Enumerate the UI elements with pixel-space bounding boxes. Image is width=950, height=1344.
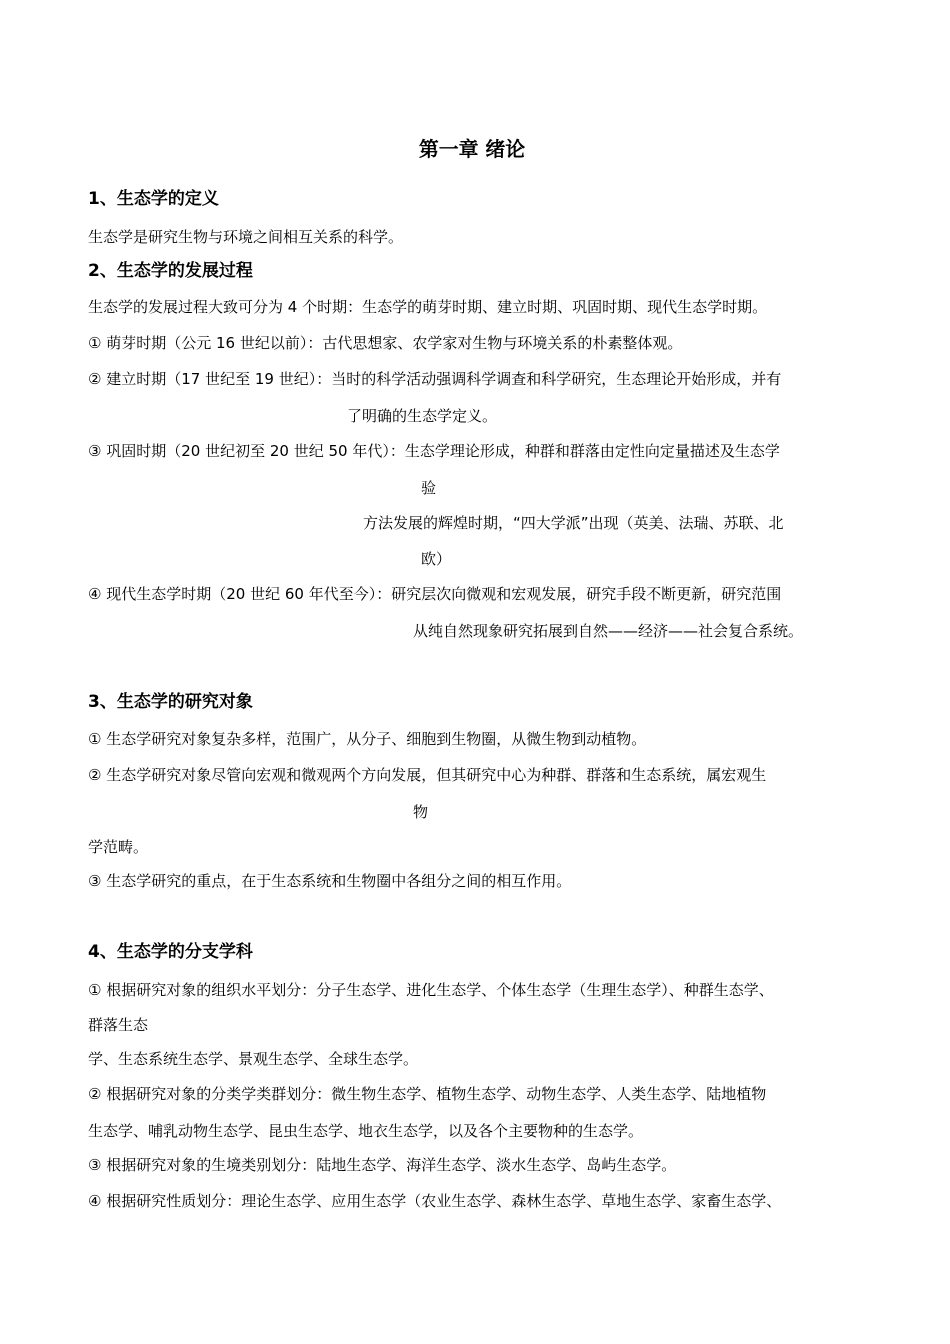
section-3-item-2-line-3: 学范畴。 [88, 838, 149, 856]
section-1-heading: 1、生态学的定义 [88, 189, 219, 209]
section-2-item-1: ① 萌芽时期（公元 16 世纪以前）：古代思想家、农学家对生物与环境关系的朴素整体观。 [88, 334, 683, 352]
section-4-item-1-line-2: 群落生态 [88, 1016, 149, 1034]
section-3-item-1: ① 生态学研究对象复杂多样，范围广，从分子、细胞到生物圈，从微生物到动植物。 [88, 730, 647, 748]
section-4-item-2-line-2: 生态学、哺乳动物生态学、昆虫生态学、地衣生态学，以及各个主要物种的生态学。 [88, 1122, 644, 1140]
section-2-item-4-line-1: ④ 现代生态学时期（20 世纪 60 年代至今）：研究层次向微观和宏观发展，研究手段不断更新，研究范围 [88, 585, 782, 603]
section-4-item-2-line-1: ② 根据研究对象的分类学类群划分：微生物生态学、植物生态学、动物生态学、人类生态学、陆地植物 [88, 1085, 767, 1103]
section-2-item-3-line-3: 方法发展的辉煌时期，“四大学派”出现（英美、法瑞、苏联、北 [363, 514, 784, 532]
section-2-item-3-line-1: ③ 巩固时期（20 世纪初至 20 世纪 50 年代）：生态学理论形成，种群和群落由定性向定量描述及生态学 [88, 442, 780, 460]
section-2-heading: 2、生态学的发展过程 [88, 261, 253, 281]
section-2-item-2-line-1: ② 建立时期（17 世纪至 19 世纪）：当时的科学活动强调科学调查和科学研究，生态理论开始形成，并有 [88, 370, 782, 388]
section-4-item-3: ③ 根据研究对象的生境类别划分：陆地生态学、海洋生态学、淡水生态学、岛屿生态学。 [88, 1156, 677, 1174]
section-4-item-1-line-1: ① 根据研究对象的组织水平划分：分子生态学、进化生态学、个体生态学（生理生态学）、种群生态学、 [88, 981, 774, 999]
section-2-item-4-line-2: 从纯自然现象研究拓展到自然——经济——社会复合系统。 [413, 622, 804, 640]
section-3-item-3: ③ 生态学研究的重点，在于生态系统和生物圈中各组分之间的相互作用。 [88, 872, 572, 890]
section-2-item-3-line-4: 欧） [421, 550, 452, 568]
section-3-item-2-line-1: ② 生态学研究对象尽管向宏观和微观两个方向发展，但其研究中心为种群、群落和生态系统，属宏观生 [88, 766, 767, 784]
section-1-paragraph: 生态学是研究生物与环境之间相互关系的科学。 [88, 228, 404, 246]
section-3-item-2-line-2: 物 [413, 803, 429, 821]
section-4-item-4-line-1: ④ 根据研究性质划分：理论生态学、应用生态学（农业生态学、森林生态学、草地生态学、家畜生态学、 [88, 1192, 782, 1210]
section-2-item-3-line-2: 验 [421, 479, 437, 497]
section-2-item-2-line-2: 了明确的生态学定义。 [347, 407, 498, 425]
section-4-item-1-line-3: 学、生态系统生态学、景观生态学、全球生态学。 [88, 1050, 419, 1068]
section-4-heading: 4、生态学的分支学科 [88, 942, 253, 962]
section-2-intro: 生态学的发展过程大致可分为 4 个时期：生态学的萌芽时期、建立时期、巩固时期、现代生态学时期。 [88, 298, 768, 316]
page-title: 第一章 绪论 [418, 137, 526, 161]
section-3-heading: 3、生态学的研究对象 [88, 692, 253, 712]
